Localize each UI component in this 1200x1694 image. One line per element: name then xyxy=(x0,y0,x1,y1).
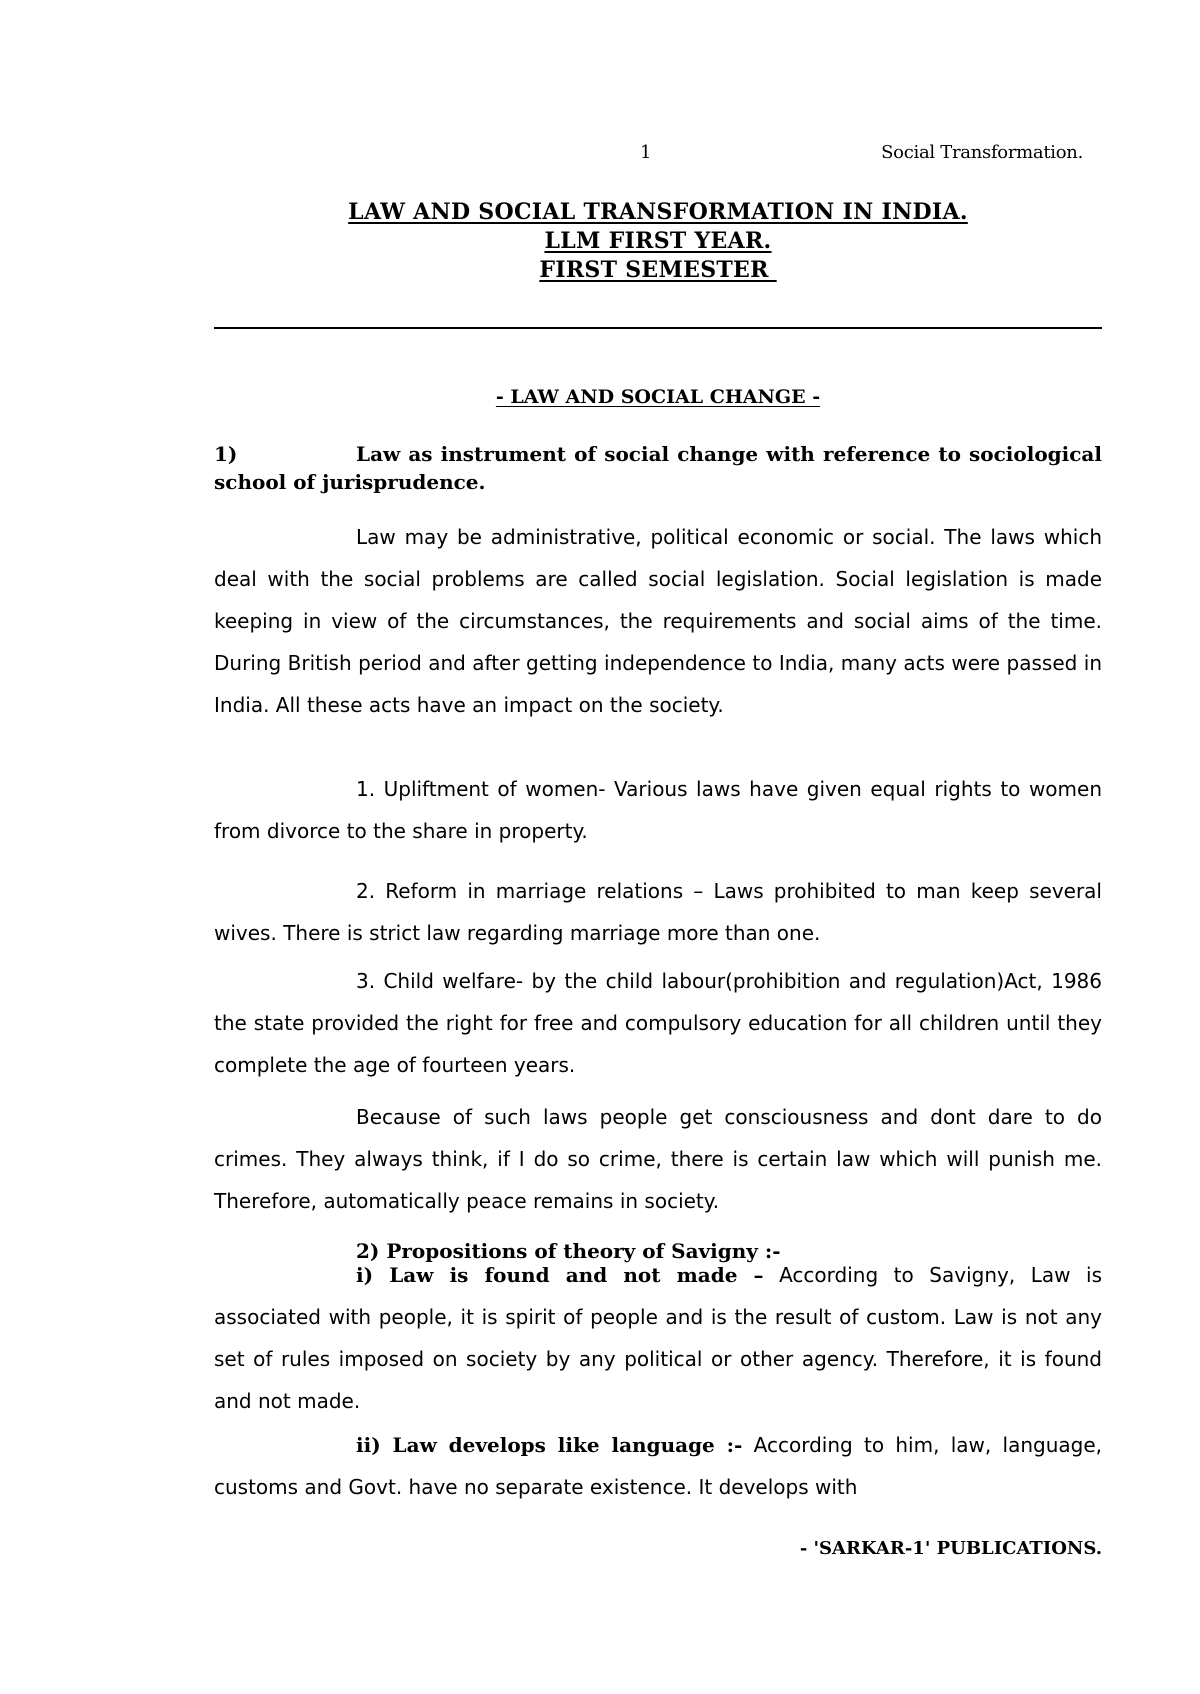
point-1-text: According to Savigny, Law is associated with people, it is spirit of people and is the result of custom. Law is not any set of rules imposed on society by any political or other agency. Therefore, it is found and not made. xyxy=(214,1263,1102,1413)
paragraph-point-1 xyxy=(214,1254,1102,1422)
paragraph-conclusion: Because of such laws people get consciousness and dont dare to do crimes. They always think, if I do so crime, there is certain law which will punish me. Therefore, automatically peace remains in society. xyxy=(214,1105,1102,1213)
paragraph-point-2 xyxy=(214,1424,1102,1508)
horizontal-rule xyxy=(214,327,1102,329)
question-1-number: 1) xyxy=(214,442,238,466)
running-title: Social Transformation. xyxy=(881,142,1083,163)
title-line-1: LAW AND SOCIAL TRANSFORMATION IN INDIA. xyxy=(348,199,968,225)
page-number: 1 xyxy=(640,142,652,163)
paragraph-item-1: 1. Upliftment of women- Various laws have given equal rights to women from divorce to the share in property. xyxy=(214,777,1102,843)
title-line-2: LLM FIRST YEAR. xyxy=(544,228,772,254)
section-heading: - LAW AND SOCIAL CHANGE - xyxy=(495,386,821,408)
publisher-footer: - 'SARKAR-1' PUBLICATIONS. xyxy=(799,1538,1102,1559)
point-2-text: According to him, law, language, customs and Govt. have no separate existence. It develops with xyxy=(214,1433,1102,1499)
paragraph-item-2: 2. Reform in marriage relations – Laws prohibited to man keep several wives. There is strict law regarding marriage more than one. xyxy=(214,879,1102,945)
question-1-title: Law as instrument of social change with reference to sociological school of jurisprudence. xyxy=(214,442,1102,494)
point-2-heading: ii) Law develops like language :- xyxy=(356,1433,743,1457)
paragraph-item-3: 3. Child welfare- by the child labour(prohibition and regulation)Act, 1986 the state provided the right for free and compulsory education for all children until they complete the age of fourteen years. xyxy=(214,969,1102,1077)
point-1-heading: i) Law is found and not made – xyxy=(356,1263,764,1287)
question-2-heading: 2) Propositions of theory of Savigny :- xyxy=(356,1239,781,1263)
paragraph-intro: Law may be administrative, political economic or social. The laws which deal with the social problems are called social legislation. Social legislation is made keeping in view of the circumstances, the requirements and social aims of the time. During British period and after getting independence to India, many acts were passed in India. All these acts have an impact on the society. xyxy=(214,525,1102,717)
title-line-3: FIRST SEMESTER xyxy=(539,257,777,283)
question-1-heading xyxy=(214,440,1102,496)
document-title-block xyxy=(214,198,1102,285)
